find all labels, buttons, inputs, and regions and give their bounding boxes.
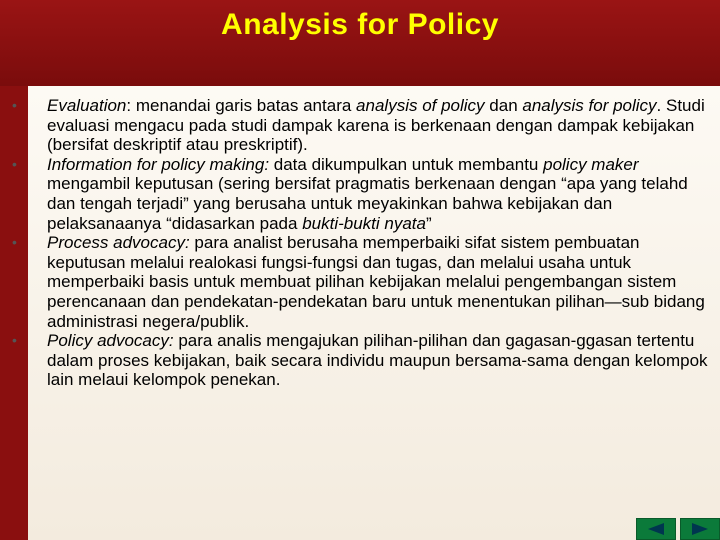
term-text: Process advocacy:	[47, 233, 190, 253]
triangle-right-icon	[688, 522, 712, 536]
body-text: dan	[484, 96, 523, 115]
bullet-text	[47, 155, 688, 233]
body-text: ”	[425, 213, 432, 233]
bullet-marker: •	[12, 155, 17, 172]
term-text: Evaluation	[47, 96, 127, 115]
term-text: bukti-bukti nyata	[302, 213, 426, 233]
term-text: policy maker	[543, 154, 639, 174]
body-text: mengambil keputusan (sering bersifat pragmatis berkenaan dengan “apa yang telahd dan tengah terjadi” yang berusaha untuk meyakinkan bahwa kebijakan dan pelaksanaanya “didasarkan pada	[47, 174, 688, 233]
slide-title: Analysis for Policy	[221, 8, 499, 41]
term-text: Information for policy making:	[47, 154, 270, 174]
body-text: . Studi evaluasi mengacu pada studi dampak karena is berkenaan dengan dampak kebijakan (bersifat deskriptif atau preskriptif).	[47, 96, 705, 155]
bullet-marker: •	[12, 234, 17, 251]
bullet-text	[47, 233, 705, 330]
previous-slide-button[interactable]	[636, 518, 676, 540]
bullet-list	[12, 96, 712, 390]
body-text: data dikumpulkan untuk membantu	[269, 154, 544, 174]
triangle-left-icon	[644, 522, 668, 536]
term-text: analysis of policy	[356, 96, 485, 115]
bullet-item	[12, 233, 712, 331]
next-slide-button[interactable]	[680, 518, 720, 540]
bullet-marker: •	[12, 97, 17, 113]
body-text: para analist berusaha memperbaiki sifat sistem pembuatan keputusan melalui realokasi fungsi-fungsi dan tugas, dan melalui usaha untuk memperbaiki basis untuk membuat pilihan kebijakan melalui pengembangan sistem perencanaan dan pendekatan-pendekatan baru untuk menentukan pilihan—sub bidang administrasi negera/publik.	[47, 233, 705, 331]
term-text: analysis for policy	[522, 96, 657, 115]
bullet-marker: •	[12, 332, 17, 349]
bullet-text	[47, 96, 705, 154]
bullet-text	[47, 331, 708, 389]
term-text: Policy advocacy:	[47, 331, 174, 351]
bullet-item	[12, 155, 712, 233]
bullet-item	[12, 96, 712, 155]
body-text: para analis mengajukan pilihan-pilihan dan gagasan-ggasan tertentu dalam proses kebijakan, baik secara individu maupun bersama-sama dengan kelompok lain melaui kelompok penekan.	[47, 331, 708, 390]
bullet-item	[12, 331, 712, 390]
body-text: : menandai garis batas antara	[126, 96, 357, 115]
